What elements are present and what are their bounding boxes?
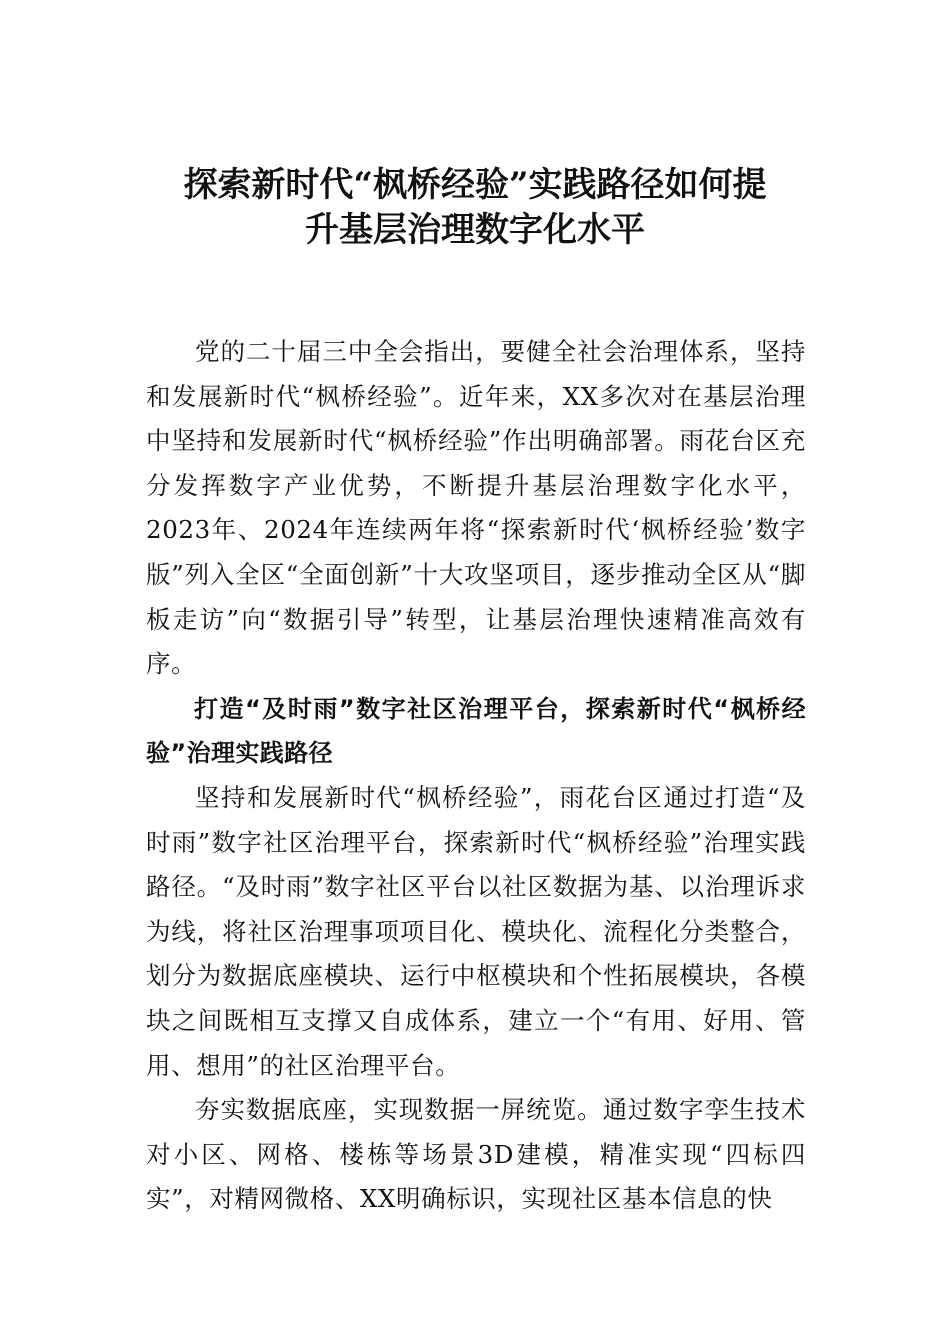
paragraph-intro: 党的二十届三中全会指出，要健全社会治理体系，坚持和发展新时代“枫桥经验”。近年来，XX多次对在基层治理中坚持和发展新时代“枫桥经验”作出明确部署。雨花台区充分发挥数字产业优势，不断提升基层治理数字化水平，2023年、2024年连续两年将“探索新时代‘枫桥经验’数字版”列入全区“全面创新”十大攻坚项目，逐步推动全区从“脚板走访”向“数据引导”转型，让基层治理快速精准高效有序。 (146, 337, 806, 679)
document-body (146, 330, 806, 1222)
section-heading: 打造“及时雨”数字社区治理平台，探索新时代“枫桥经验”治理实践路径 (146, 694, 806, 768)
document-title-line-2: 升基层治理数字化水平 (305, 210, 645, 250)
paragraph-data-base: 夯实数据底座，实现数据一屏统览。通过数字孪生技术对小区、网格、楼栋等场景3D建模，精准实现“四标四实”，对精网微格、XX明确标识，实现社区基本信息的快 (146, 1095, 806, 1214)
paragraph-platform: 坚持和发展新时代“枫桥经验”，雨花台区通过打造“及时雨”数字社区治理平台，探索新时代“枫桥经验”治理实践路径。“及时雨”数字社区平台以社区数据为基、以治理诉求为线，将社区治理事项项目化、模块化、流程化分类整合，划分为数据底座模块、运行中枢模块和个性拓展模块，各模块之间既相互支撑又自成体系，建立一个“有用、好用、管用、想用”的社区治理平台。 (146, 782, 806, 1080)
document-title-line-1: 探索新时代“枫桥经验”实践路径如何提 (183, 165, 767, 205)
